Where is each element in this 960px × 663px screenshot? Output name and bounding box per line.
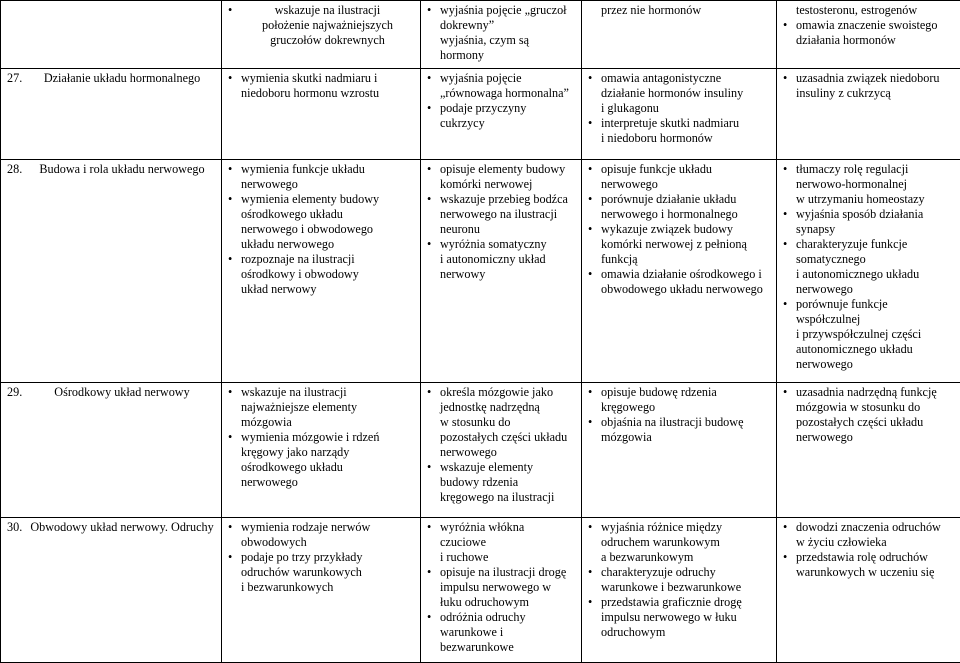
- requirement-cell-3: [582, 160, 777, 383]
- requirement-text-line: budowy rdzenia: [440, 475, 575, 490]
- requirement-item: [588, 71, 770, 116]
- requirement-text-line: nerwowego na ilustracji: [440, 207, 575, 222]
- requirement-text-line: • wymienia mózgowie i rdzeń: [241, 430, 414, 445]
- requirement-text-line: • porównuje działanie układu: [601, 192, 770, 207]
- requirement-text-line: odruchów warunkowych: [241, 565, 414, 580]
- requirement-list: [783, 3, 954, 48]
- requirement-text-line: nerwowo-hormonalnej: [796, 177, 954, 192]
- requirement-text-line: • dowodzi znaczenia odruchów: [796, 520, 954, 535]
- topic-cell: [1, 1, 222, 69]
- requirement-text-line: • wyjaśnia różnice między: [601, 520, 770, 535]
- requirement-text-line: • wykazuje związek budowy: [601, 222, 770, 237]
- requirement-text-line: odruchowym: [601, 625, 770, 640]
- lesson-number: 28.: [7, 162, 29, 177]
- table-row: [1, 160, 960, 383]
- requirement-item: [228, 252, 414, 297]
- requirement-item: [427, 565, 575, 610]
- requirement-text-line: warunkowe i bezwarunkowe: [601, 580, 770, 595]
- topic-cell: [1, 69, 222, 160]
- requirement-text-line: obwodowych: [241, 535, 414, 550]
- requirement-item: [427, 610, 575, 655]
- requirement-item: [427, 460, 575, 505]
- requirement-item: [427, 101, 575, 131]
- requirement-list: [228, 71, 414, 101]
- requirement-text-line: • określa mózgowie jako: [440, 385, 575, 400]
- requirement-item: [228, 3, 414, 48]
- requirement-text-line: w stosunku do: [440, 415, 575, 430]
- requirement-cell-2: [421, 69, 582, 160]
- requirement-text-line: • opisuje na ilustracji drogę: [440, 565, 575, 580]
- requirement-cell-1: [222, 160, 421, 383]
- requirement-list: [783, 385, 954, 445]
- requirement-text-line: dokrewny”: [440, 18, 575, 33]
- lesson-topic: Działanie układu hormonalnego: [29, 71, 215, 86]
- requirement-item: [783, 237, 954, 297]
- requirement-text-line: • wskazuje elementy: [440, 460, 575, 475]
- requirement-text-line: • omawia działanie ośrodkowego i: [601, 267, 770, 282]
- requirement-item: [228, 162, 414, 192]
- table-row: [1, 69, 960, 160]
- requirement-text-line: ośrodkowego układu: [241, 460, 414, 475]
- requirement-text-line: • interpretuje skutki nadmiaru: [601, 116, 770, 131]
- requirement-text-line: mózgowia: [241, 415, 414, 430]
- requirement-text-line: • przedstawia graficznie drogę: [601, 595, 770, 610]
- requirement-text-line: nerwowy: [440, 267, 575, 282]
- requirement-text-line: układ nerwowy: [241, 282, 414, 297]
- requirement-cell-2: [421, 160, 582, 383]
- requirement-text-line: przez nie hormonów: [601, 3, 770, 18]
- requirement-list: [228, 385, 414, 490]
- requirement-text-line: działania hormonów: [796, 33, 954, 48]
- requirement-text-line: • tłumaczy rolę regulacji: [796, 162, 954, 177]
- requirement-cell-4: [777, 383, 960, 518]
- requirement-text-line: hormony: [440, 48, 575, 63]
- requirement-item: [228, 192, 414, 252]
- requirement-text-line: cukrzycy: [440, 116, 575, 131]
- requirement-text-line: • wyróżnia somatyczny: [440, 237, 575, 252]
- requirement-text-line: • wyjaśnia sposób działania: [796, 207, 954, 222]
- requirement-item: [427, 520, 575, 565]
- requirement-text-line: nerwowego i obwodowego: [241, 222, 414, 237]
- requirement-text-line: • omawia znaczenie swoistego: [796, 18, 954, 33]
- requirement-item: [783, 3, 954, 18]
- requirement-list: [783, 520, 954, 580]
- requirement-item: [228, 520, 414, 550]
- requirement-text-line: nerwowego: [440, 445, 575, 460]
- requirement-text-line: kręgowego: [601, 400, 770, 415]
- requirement-list: [228, 520, 414, 595]
- requirement-item: [228, 430, 414, 490]
- requirement-text-line: jednostkę nadrzędną: [440, 400, 575, 415]
- requirement-text-line: mózgowia w stosunku do: [796, 400, 954, 415]
- requirement-list: [783, 162, 954, 372]
- requirement-text-line: warunkowych w uczeniu się: [796, 565, 954, 580]
- requirement-text-line: łuku odruchowym: [440, 595, 575, 610]
- requirement-cell-3: [582, 1, 777, 69]
- requirement-text-line: niedoboru hormonu wzrostu: [241, 86, 414, 101]
- requirement-text-line: i glukagonu: [601, 101, 770, 116]
- requirement-text-line: i niedoboru hormonów: [601, 131, 770, 146]
- lesson-topic: Ośrodkowy układ nerwowy: [29, 385, 215, 400]
- requirement-text-line: • odróżnia odruchy: [440, 610, 575, 625]
- requirement-list: [427, 3, 575, 63]
- requirement-text-line: kręgowy jako narządy: [241, 445, 414, 460]
- requirement-list: [427, 385, 575, 505]
- requirement-text-line: • opisuje funkcje układu: [601, 162, 770, 177]
- requirement-item: [588, 415, 770, 445]
- requirement-item: [588, 222, 770, 267]
- requirement-item: [427, 237, 575, 282]
- requirement-list: [427, 520, 575, 655]
- requirement-text-line: • podaje przyczyny: [440, 101, 575, 116]
- requirement-text-line: • przedstawia rolę odruchów: [796, 550, 954, 565]
- requirement-list: [427, 162, 575, 282]
- requirement-text-line: • opisuje budowę rdzenia: [601, 385, 770, 400]
- requirement-text-line: somatycznego: [796, 252, 954, 267]
- requirement-item: [228, 71, 414, 101]
- requirement-item: [588, 565, 770, 595]
- requirement-cell-2: [421, 518, 582, 663]
- requirement-list: [588, 385, 770, 445]
- requirement-text-line: impulsu nerwowego w łuku: [601, 610, 770, 625]
- requirement-text-line: wyjaśnia, czym są: [440, 33, 575, 48]
- lesson-number: 29.: [7, 385, 29, 400]
- requirement-cell-3: [582, 518, 777, 663]
- requirement-cell-1: [222, 518, 421, 663]
- requirement-item: [588, 162, 770, 192]
- requirement-text-line: warunkowe i: [440, 625, 575, 640]
- requirement-text-line: pozostałych części układu: [440, 430, 575, 445]
- requirement-text-line: ośrodkowego układu: [241, 207, 414, 222]
- requirement-text-line: pozostałych części układu: [796, 415, 954, 430]
- lesson-topic: Obwodowy układ nerwowy. Odruchy: [29, 520, 215, 535]
- requirement-text-line: synapsy: [796, 222, 954, 237]
- requirement-text-line: funkcją: [601, 252, 770, 267]
- requirement-text-line: układu nerwowego: [241, 237, 414, 252]
- requirement-item: [783, 71, 954, 101]
- requirement-text-line: nerwowego: [241, 177, 414, 192]
- requirement-text-line: • uzasadnia związek niedoboru: [796, 71, 954, 86]
- requirement-text-line: kręgowego na ilustracji: [440, 490, 575, 505]
- requirement-list: [228, 3, 414, 48]
- requirement-text-line: nerwowego i hormonalnego: [601, 207, 770, 222]
- requirement-text-line: insuliny z cukrzycą: [796, 86, 954, 101]
- requirement-item: [588, 192, 770, 222]
- requirement-item: [783, 520, 954, 550]
- requirement-item: [783, 207, 954, 237]
- requirement-text-line: współczulnej: [796, 312, 954, 327]
- requirement-item: [783, 297, 954, 372]
- requirement-list: [588, 520, 770, 640]
- requirement-text-line: „równowaga hormonalna”: [440, 86, 575, 101]
- requirement-item: [228, 385, 414, 430]
- requirement-text-line: bezwarunkowe: [440, 640, 575, 655]
- requirement-list: [228, 162, 414, 297]
- requirement-text-line: i przywspółczulnej części: [796, 327, 954, 342]
- requirement-cell-1: [222, 69, 421, 160]
- requirement-text-line: obwodowego układu nerwowego: [601, 282, 770, 297]
- requirement-text-line: gruczołów dokrewnych: [241, 33, 414, 48]
- requirement-cell-4: [777, 518, 960, 663]
- requirement-text-line: • wymienia elementy budowy: [241, 192, 414, 207]
- requirement-text-line: i ruchowe: [440, 550, 575, 565]
- requirement-text-line: działanie hormonów insuliny: [601, 86, 770, 101]
- requirement-item: [588, 267, 770, 297]
- topic-cell: [1, 160, 222, 383]
- requirement-list: [427, 71, 575, 131]
- requirement-list: [588, 162, 770, 297]
- requirement-text-line: ośrodkowy i obwodowy: [241, 267, 414, 282]
- requirement-cell-2: [421, 1, 582, 69]
- requirement-text-line: • wymienia funkcje układu: [241, 162, 414, 177]
- requirement-cell-4: [777, 1, 960, 69]
- requirement-item: [588, 520, 770, 565]
- requirement-item: [783, 550, 954, 580]
- requirement-text-line: • porównuje funkcje: [796, 297, 954, 312]
- requirement-text-line: autonomicznego układu: [796, 342, 954, 357]
- requirement-text-line: • objaśnia na ilustracji budowę: [601, 415, 770, 430]
- table-row: [1, 383, 960, 518]
- requirement-text-line: impulsu nerwowego w: [440, 580, 575, 595]
- requirement-item: [783, 18, 954, 48]
- requirement-text-line: odruchem warunkowym: [601, 535, 770, 550]
- requirement-cell-4: [777, 69, 960, 160]
- table-row: [1, 518, 960, 663]
- requirement-text-line: • podaje po trzy przykłady: [241, 550, 414, 565]
- requirement-text-line: nerwowego: [796, 357, 954, 372]
- requirement-cell-2: [421, 383, 582, 518]
- requirement-item: [588, 116, 770, 146]
- requirement-text-line: nerwowego: [796, 282, 954, 297]
- requirement-list: [588, 3, 770, 18]
- requirement-text-line: • charakteryzuje odruchy: [601, 565, 770, 580]
- requirement-text-line: • wyróżnia włókna: [440, 520, 575, 535]
- requirement-item: [427, 385, 575, 460]
- requirement-text-line: • wyjaśnia pojęcie: [440, 71, 575, 86]
- table-row: [1, 1, 960, 69]
- requirement-text-line: w utrzymaniu homeostazy: [796, 192, 954, 207]
- requirement-item: [427, 3, 575, 63]
- requirement-text-line: • wyjaśnia pojęcie „gruczoł: [440, 3, 575, 18]
- requirement-list: [588, 71, 770, 146]
- requirement-text-line: • wskazuje przebieg bodźca: [440, 192, 575, 207]
- requirement-item: [427, 192, 575, 237]
- topic-cell: [1, 518, 222, 663]
- requirement-text-line: a bezwarunkowym: [601, 550, 770, 565]
- requirement-item: [588, 385, 770, 415]
- requirement-item: [427, 162, 575, 192]
- requirement-item: [228, 550, 414, 595]
- requirement-text-line: w życiu człowieka: [796, 535, 954, 550]
- requirement-cell-1: [222, 1, 421, 69]
- lesson-topic: Budowa i rola układu nerwowego: [29, 162, 215, 177]
- requirement-text-line: • opisuje elementy budowy: [440, 162, 575, 177]
- lesson-number: 27.: [7, 71, 29, 86]
- requirement-cell-4: [777, 160, 960, 383]
- requirement-text-line: najważniejsze elementy: [241, 400, 414, 415]
- requirement-text-line: i autonomicznego układu: [796, 267, 954, 282]
- requirement-text-line: komórki nerwowej: [440, 177, 575, 192]
- lesson-number: 30.: [7, 520, 29, 535]
- requirement-text-line: mózgowia: [601, 430, 770, 445]
- requirement-text-line: komórki nerwowej z pełnioną: [601, 237, 770, 252]
- requirement-text-line: • wskazuje na ilustracji: [241, 3, 414, 18]
- requirement-text-line: nerwowego: [241, 475, 414, 490]
- requirement-list: [783, 71, 954, 101]
- requirement-item: [427, 71, 575, 101]
- requirement-text-line: • uzasadnia nadrzędną funkcję: [796, 385, 954, 400]
- requirement-item: [588, 3, 770, 18]
- requirement-cell-1: [222, 383, 421, 518]
- requirement-text-line: • wymienia skutki nadmiaru i: [241, 71, 414, 86]
- requirement-item: [588, 595, 770, 640]
- requirement-text-line: • omawia antagonistyczne: [601, 71, 770, 86]
- requirement-text-line: i bezwarunkowych: [241, 580, 414, 595]
- requirement-text-line: • charakteryzuje funkcje: [796, 237, 954, 252]
- requirement-text-line: testosteronu, estrogenów: [796, 3, 954, 18]
- requirement-item: [783, 162, 954, 207]
- requirement-item: [783, 385, 954, 445]
- requirement-text-line: nerwowego: [796, 430, 954, 445]
- requirement-text-line: nerwowego: [601, 177, 770, 192]
- requirement-text-line: i autonomiczny układ: [440, 252, 575, 267]
- requirement-cell-3: [582, 383, 777, 518]
- requirement-text-line: • wymienia rodzaje nerwów: [241, 520, 414, 535]
- requirement-text-line: położenie najważniejszych: [241, 18, 414, 33]
- requirement-text-line: • wskazuje na ilustracji: [241, 385, 414, 400]
- requirement-text-line: czuciowe: [440, 535, 575, 550]
- requirement-text-line: neuronu: [440, 222, 575, 237]
- requirement-text-line: • rozpoznaje na ilustracji: [241, 252, 414, 267]
- requirement-cell-3: [582, 69, 777, 160]
- topic-cell: [1, 383, 222, 518]
